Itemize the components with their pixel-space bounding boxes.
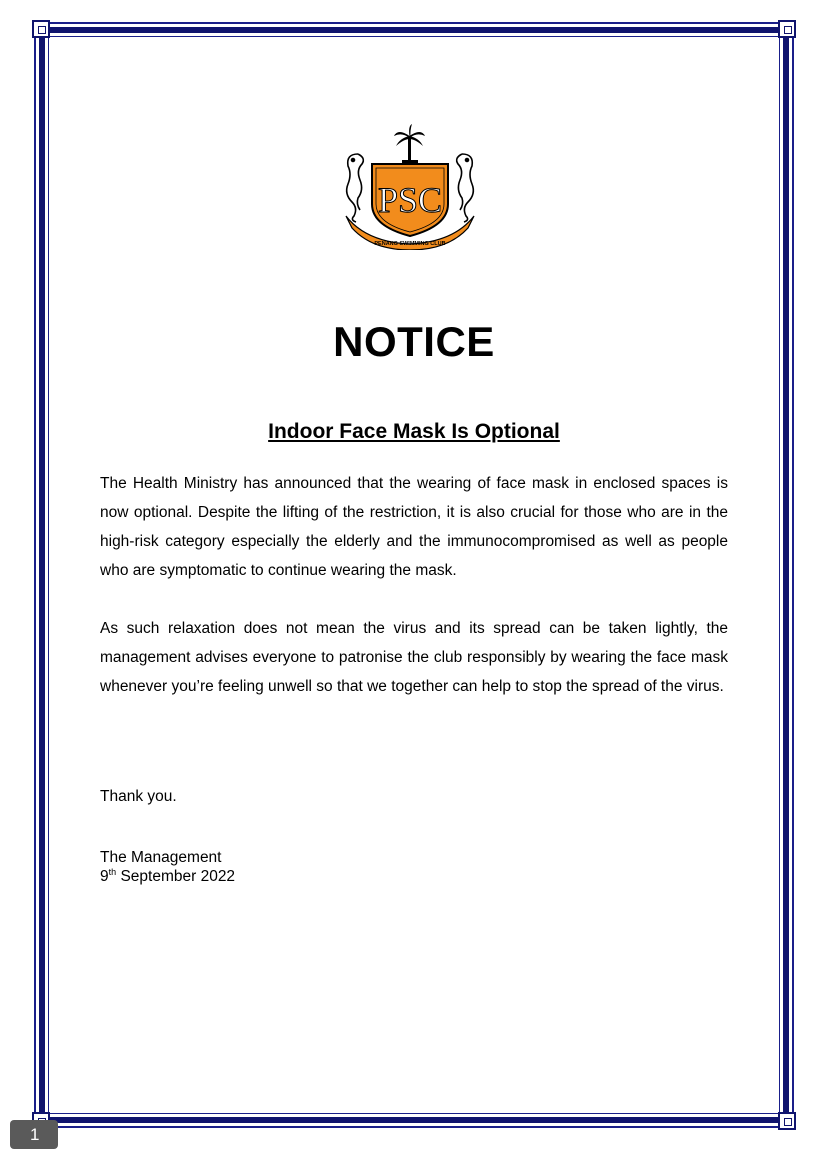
logo-initials: PSC: [377, 180, 443, 220]
notice-subtitle: Indoor Face Mask Is Optional: [268, 420, 560, 443]
seahorse-right-icon: [457, 154, 474, 222]
notice-paragraph-2: As such relaxation does not mean the virus and its spread can be taken lightly, the management advises everyone to patronise the club responsibly by wearing the face mask whenever you’re feeling unwell so that we together can help to stop the spread of the virus.: [100, 620, 728, 695]
logo-ribbon-text: PENANG SWIMMING CLUB: [374, 241, 446, 247]
page-number-badge[interactable]: 1: [10, 1120, 58, 1149]
closing-text: Thank you.: [100, 788, 177, 805]
date-suffix: th: [108, 866, 117, 877]
date-day: 9: [100, 868, 109, 885]
notice-title: NOTICE: [333, 318, 495, 365]
club-logo: [336, 124, 484, 250]
date-month-year: September 2022: [116, 868, 236, 885]
palm-tree-icon: [394, 124, 425, 163]
border-corner-top-right: [778, 20, 796, 38]
seahorse-left-icon: [347, 154, 364, 222]
border-corner-top-left: [32, 20, 50, 38]
border-corner-bottom-right: [778, 1112, 796, 1130]
signature-name: The Management: [100, 849, 222, 866]
notice-paragraph-1: The Health Ministry has announced that the wearing of face mask in enclosed spaces is now optional. Despite the lifting of the restriction, it is also crucial for those who are in the high-risk category especially the elderly and the immunocompromised as well as people who are symptomatic to continue wearing the mask.: [100, 475, 728, 579]
signature-block: [100, 848, 235, 886]
notice-date: [100, 867, 235, 886]
